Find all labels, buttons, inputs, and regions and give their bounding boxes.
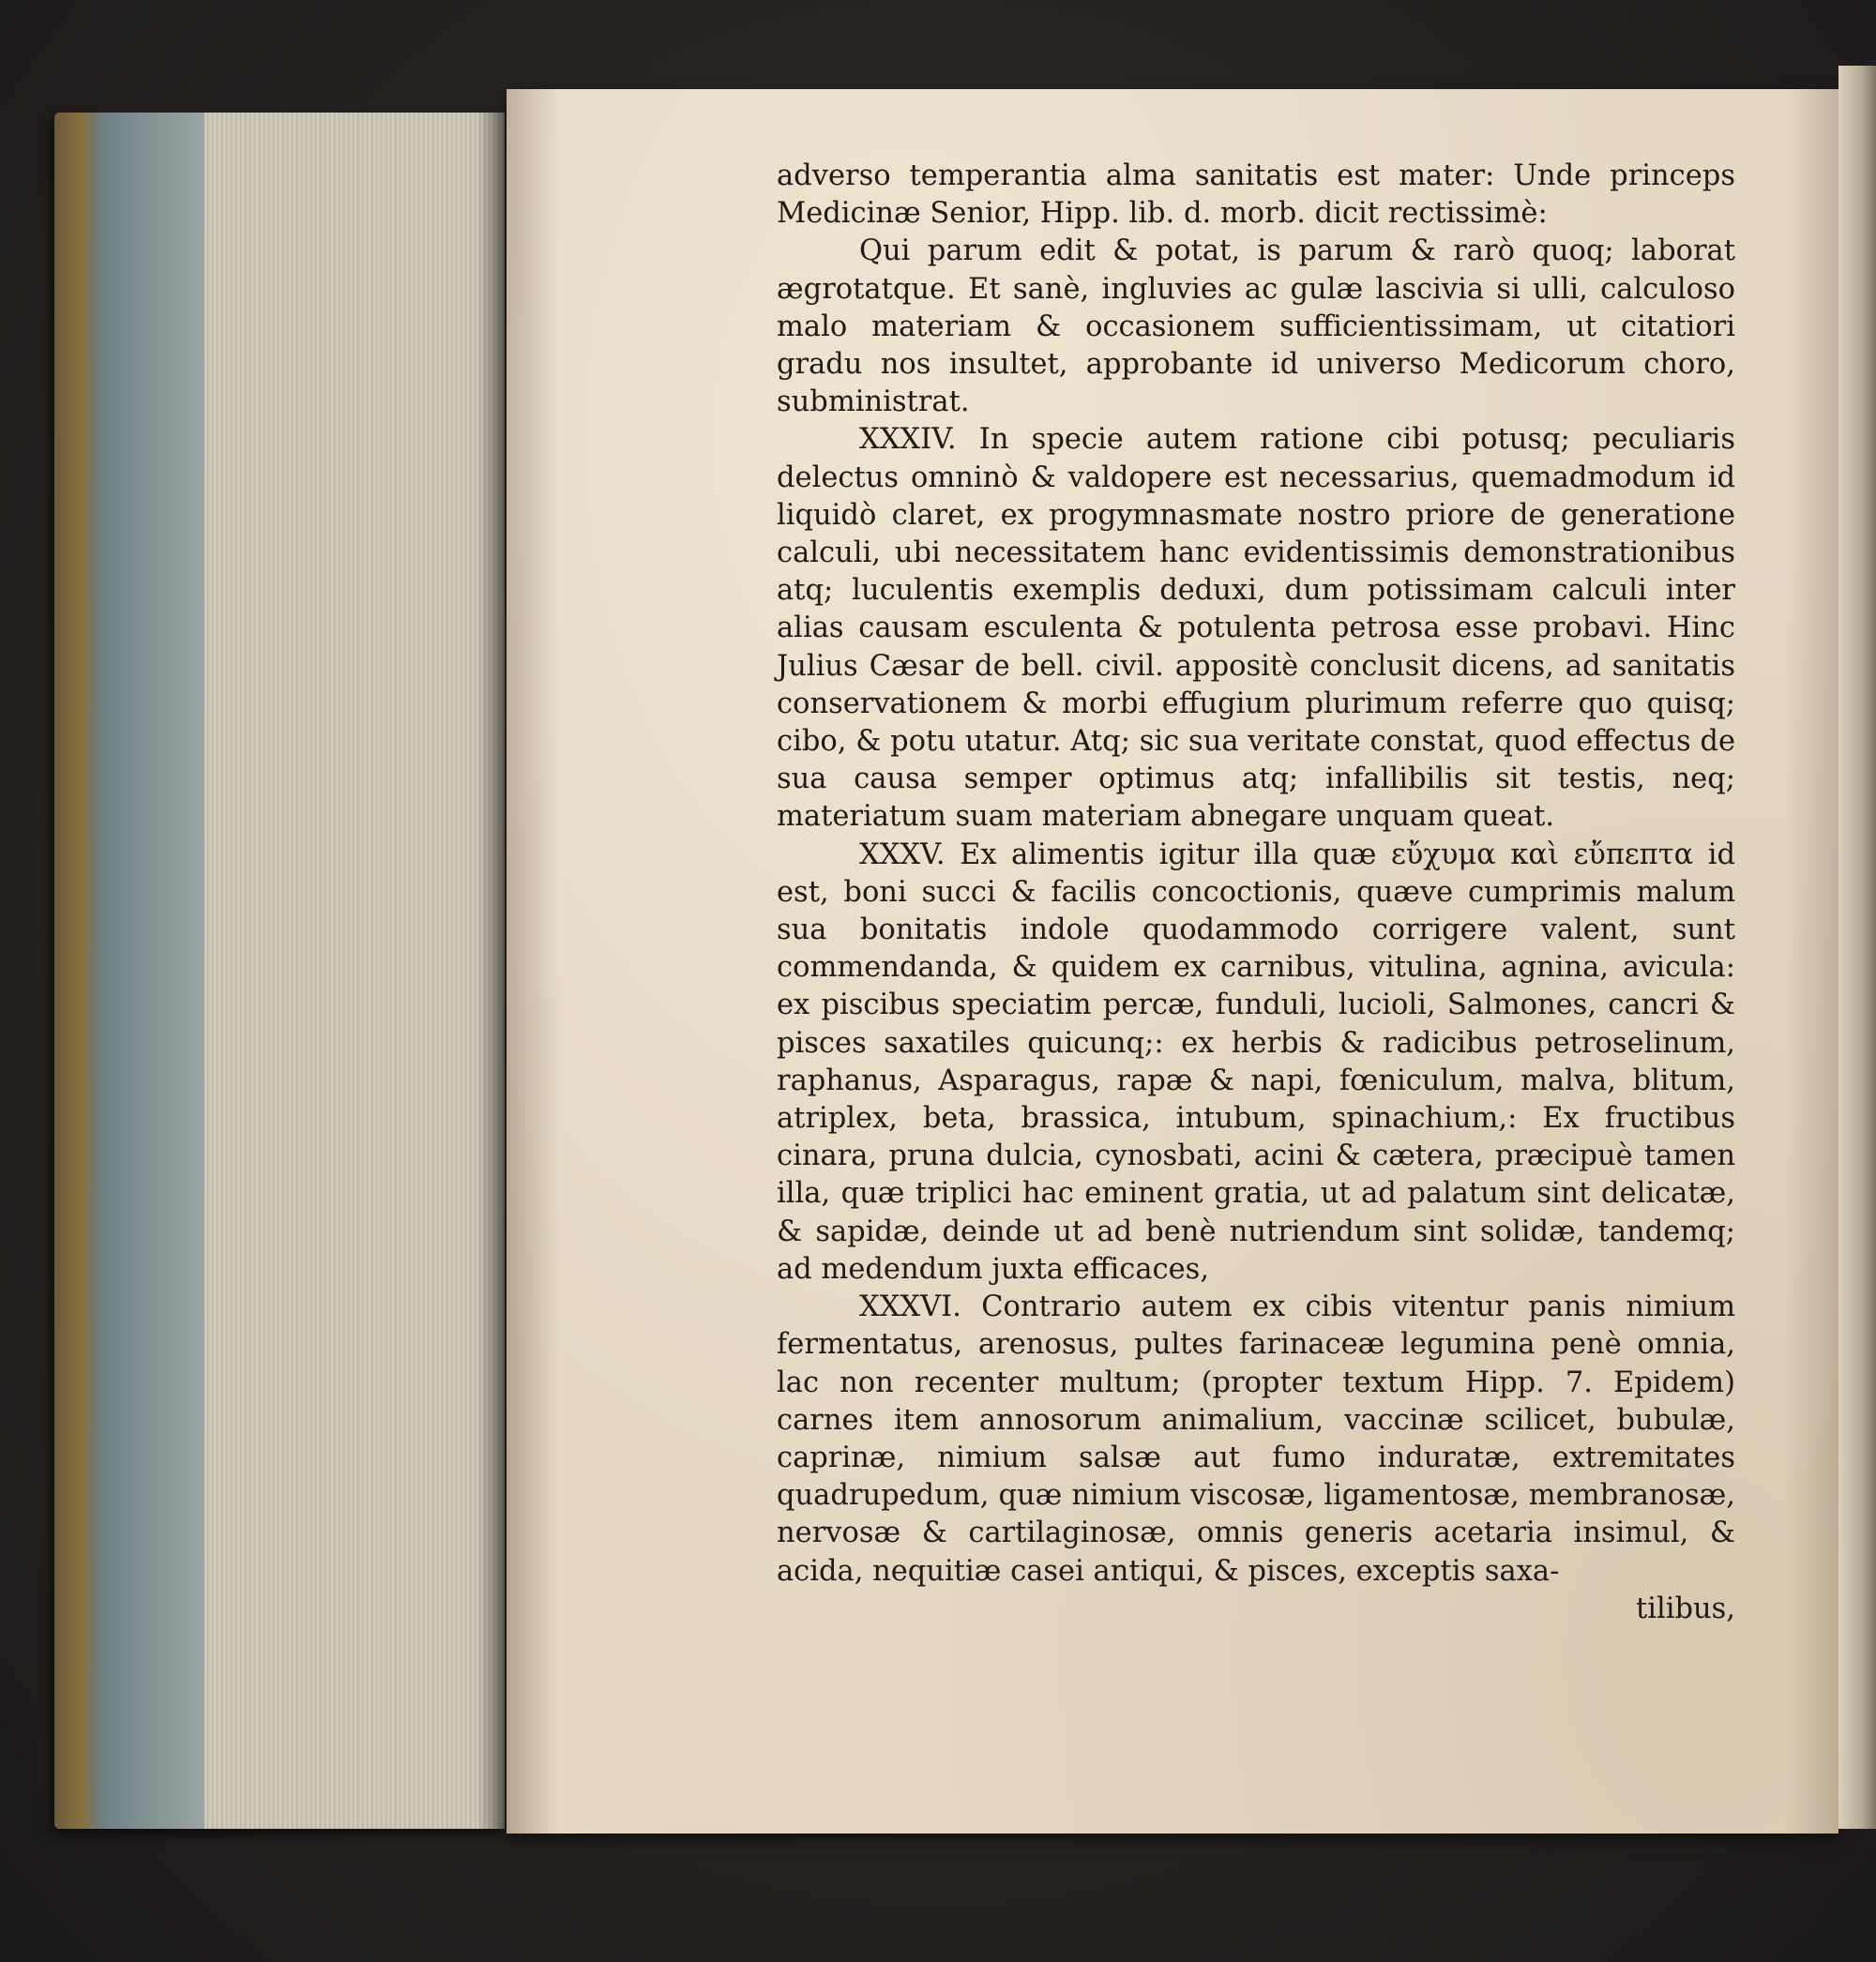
paragraph: XXXVI. Contrario autem ex cibis vitentur panis nimium fermentatus, arenosus, pultes farinaceæ legumina penè omnia, lac non recenter multum; (propter textum Hipp. 7. Epidem) carnes item annosorum animalium, vaccinæ scilicet, bubulæ, caprinæ, nimium salsæ aut fumo induratæ, extremitates quadrupedum, quæ nimium viscosæ, ligamentosæ, membranosæ, nervosæ & cartilaginosæ, omnis generis acetaria insimul, & acida, nequitiæ casei antiqui, & pisces, exceptis saxa- xyxy=(777,1290,1735,1588)
catchword: tilibus, xyxy=(1635,1592,1735,1625)
spine-shadow xyxy=(477,113,505,1829)
next-page-edge xyxy=(1838,66,1876,1829)
paragraph: adverso temperantia alma sanitatis est mater: Unde princeps Medicinæ Senior, Hipp. lib. d. morb. dicit rectissimè: xyxy=(777,159,1735,231)
paragraph: Qui parum edit & potat, is parum & rarò quoq; laborat ægrotatque. Et sanè, ingluvies ac gulæ lascivia si ulli, calculoso malo materiam & occasionem sufficientissimam, ut citatiori gradu nos insultet, approbante id universo Medicorum choro, subministrat. xyxy=(777,234,1735,419)
closed-page-block xyxy=(54,113,505,1829)
text-block xyxy=(777,158,1735,1628)
paragraph: XXXIV. In specie autem ratione cibi potusq; peculiaris delectus omninò & valdopere est necessarius, quemadmodum id liquidò claret, ex progymnasmate nostro priore de generatione calculi, ubi necessitatem hanc evidentissimis demonstrationibus atq; luculentis exemplis deduxi, dum potissimam calculi inter alias causam esculenta & potulenta petrosa esse probavi. Hinc Julius Cæsar de bell. civil. appositè conclusit dicens, ad sanitatis conservationem & morbi effugium plurimum referre quo quisq; cibo, & potu utatur. Atq; sic sua veritate constat, quod effectus de sua causa semper optimus atq; infallibilis sit testis, neq; materiatum suam materiam abnegare unquam queat. xyxy=(777,423,1735,834)
paragraph: XXXV. Ex alimentis igitur illa quæ εὔχυμα καὶ εὔπεπτα id est, boni succi & facilis concoctionis, quæve cumprimis malum sua bonitatis indole quodammodo corrigere valent, sunt commendanda, & quidem ex carnibus, vitulina, agnina, avicula: ex piscibus speciatim percæ, funduli, lucioli, Salmones, cancri & pisces saxatiles quicunq;: ex herbis & radicibus petroselinum, raphanus, Asparagus, rapæ & napi, fœniculum, malva, blitum, atriplex, beta, brassica, intubum, spinachium,: Ex fructibus cinara, pruna dulcia, cynosbati, acini & cætera, præcipuè tamen illa, quæ triplici hac eminent gratia, ut ad palatum sint delicatæ, & sapidæ, deinde ut ad benè nutriendum sint solidæ, tandemq; ad medendum juxta efficaces, xyxy=(777,838,1735,1286)
book-edge xyxy=(54,113,204,1829)
